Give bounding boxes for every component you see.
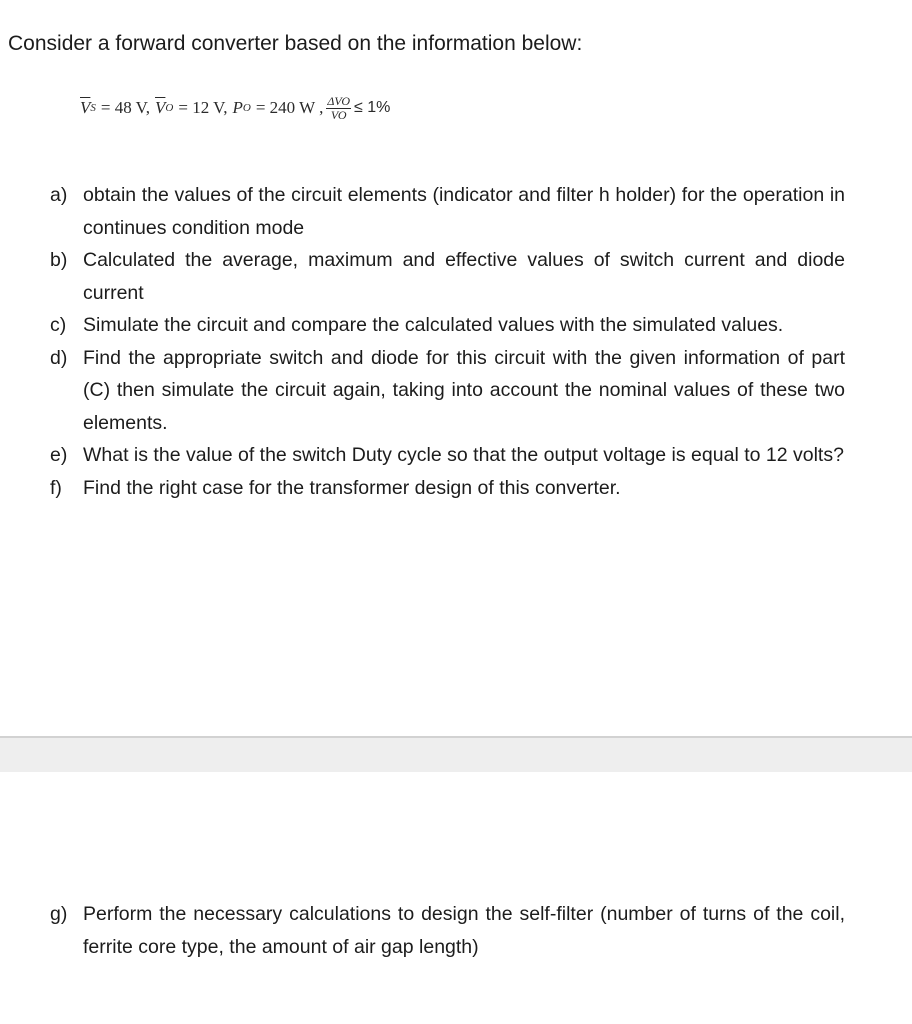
- question-item: [50, 179, 845, 244]
- question-marker: a): [50, 184, 68, 206]
- given-parameters-formula: [80, 88, 390, 128]
- question-text: Simulate the circuit and compare the calculated values with the simulated values.: [83, 314, 784, 336]
- question-item: [50, 244, 845, 309]
- question-text: Calculated the average, maximum and effective values of switch current and diode current: [83, 249, 845, 304]
- question-marker: e): [50, 444, 68, 466]
- question-item: [50, 898, 845, 963]
- question-marker: b): [50, 249, 68, 271]
- question-text: obtain the values of the circuit elements (indicator and filter h holder) for the operation in continues condition mode: [83, 184, 845, 239]
- question-text: Perform the necessary calculations to design the self-filter (number of turns of the coil, ferrite core type, the amount of air gap length): [83, 903, 845, 958]
- question-marker: d): [50, 346, 68, 369]
- question-list: [50, 179, 845, 504]
- question-text: Find the appropriate switch and diode for this circuit with the given information of part (C) then simulate the circuit again, taking into account the nominal values of these two elements.: [83, 346, 845, 434]
- vs-symbol: $\overline{V}$: [80, 98, 91, 117]
- question-list-continued: [50, 898, 845, 963]
- question-text: What is the value of the switch Duty cycle so that the output voltage is equal to 12 volts?: [83, 444, 844, 466]
- question-item: [50, 439, 845, 472]
- ripple-numerator: ΔVO: [327, 93, 351, 108]
- vo-value: = 12 V,: [178, 98, 228, 117]
- question-item: [50, 309, 845, 342]
- vo-symbol: $\overline{V}$: [155, 98, 166, 117]
- vo-subscript: O: [165, 102, 174, 114]
- ripple-denominator: VO: [330, 107, 347, 122]
- ripple-limit: ≤ 1%: [354, 99, 391, 116]
- po-subscript: O: [242, 102, 251, 114]
- ripple-ratio-fraction: [326, 95, 351, 122]
- vs-subscript: S: [90, 102, 96, 114]
- vs-value: = 48 V,: [100, 98, 151, 117]
- question-item: [50, 472, 845, 505]
- question-marker: f): [50, 476, 62, 499]
- po-value: = 240 W ,: [255, 98, 324, 117]
- question-item: [50, 342, 845, 440]
- po-symbol: P: [232, 98, 243, 117]
- intro-text: Consider a forward converter based on the information below:: [8, 32, 583, 55]
- question-marker: c): [50, 314, 67, 336]
- page-divider: [0, 736, 912, 772]
- question-marker: g): [50, 903, 68, 925]
- question-text: Find the right case for the transformer design of this converter.: [83, 476, 621, 499]
